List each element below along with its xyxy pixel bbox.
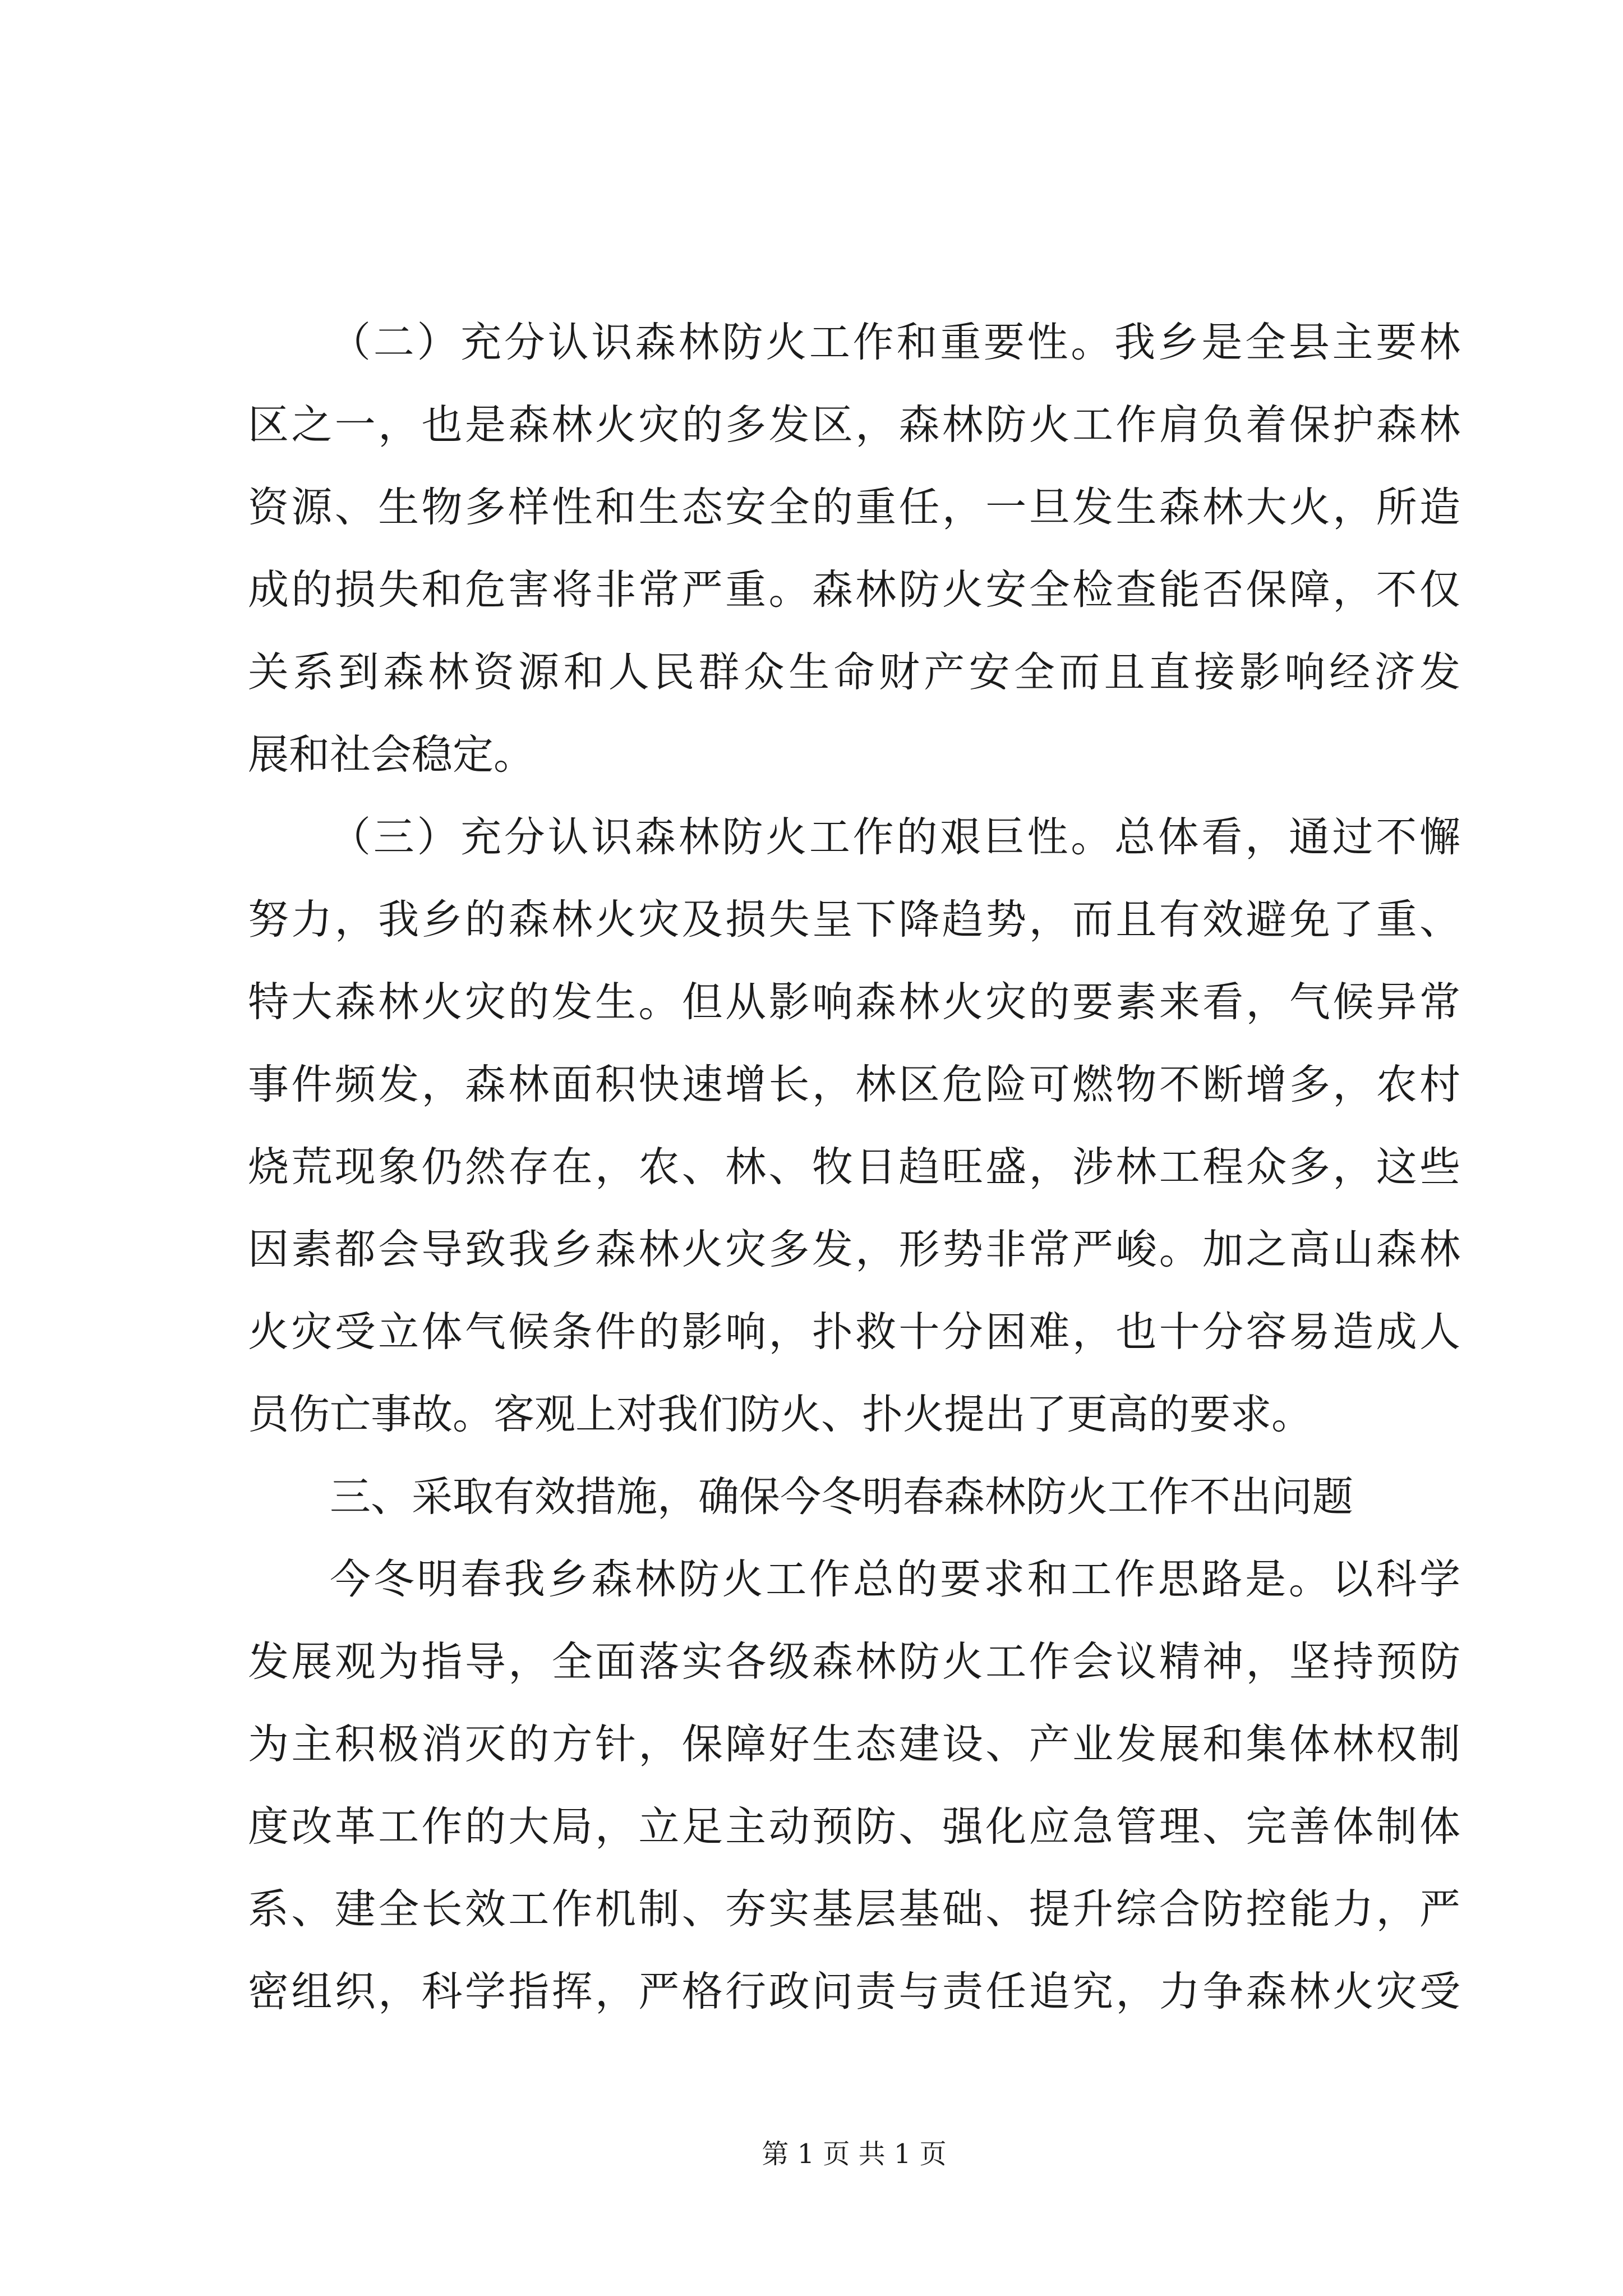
page-number-footer: 第 1 页 共 1 页 <box>762 2138 947 2170</box>
paragraph-line: 系、建全长效工作机制、夯实基层基础、提升综合防控能力，严 <box>248 1885 1460 1933</box>
paragraph-line: 发展观为指导，全面落实各级森林防火工作会议精神，坚持预防 <box>248 1638 1460 1686</box>
paragraph-requirements <box>248 1538 1460 2033</box>
paragraph-line: 度改革工作的大局，立足主动预防、强化应急管理、完善体制体 <box>248 1803 1460 1851</box>
paragraph-line: 展和社会稳定。 <box>248 731 534 779</box>
paragraph-line: 因素都会导致我乡森林火灾多发，形势非常严峻。加之高山森林 <box>248 1226 1460 1273</box>
paragraph-line: 烧荒现象仍然存在，农、林、牧日趋旺盛，涉林工程众多，这些 <box>248 1143 1460 1191</box>
paragraph-line: 火灾受立体气候条件的影响，扑救十分困难，也十分容易造成人 <box>248 1308 1460 1356</box>
paragraph-line: 关系到森林资源和人民群众生命财产安全而且直接影响经济发 <box>248 648 1460 696</box>
paragraph-line: （二）充分认识森林防火工作和重要性。我乡是全县主要林 <box>330 319 1460 366</box>
section-heading <box>248 1456 1460 1538</box>
paragraph-line: 区之一，也是森林火灾的多发区，森林防火工作肩负着保护森林 <box>248 401 1460 449</box>
paragraph-line: （三）充分认识森林防火工作的艰巨性。总体看，通过不懈 <box>330 813 1460 861</box>
paragraph-line: 特大森林火灾的发生。但从影响森林火灾的要素来看，气候异常 <box>248 978 1460 1026</box>
paragraph-line: 今冬明春我乡森林防火工作总的要求和工作思路是。以科学 <box>330 1556 1460 1603</box>
paragraph-section-three <box>248 796 1460 1456</box>
paragraph-line: 努力，我乡的森林火灾及损失呈下降趋势，而且有效避免了重、 <box>248 896 1460 944</box>
paragraph-line: 员伤亡事故。客观上对我们防火、扑火提出了更高的要求。 <box>248 1391 1312 1438</box>
paragraph-line: 事件频发，森林面积快速增长，林区危险可燃物不断增多，农村 <box>248 1061 1460 1108</box>
paragraph-line: 密组织，科学指挥，严格行政问责与责任追究，力争森林火灾受 <box>248 1968 1460 2016</box>
document-body <box>248 301 1460 2033</box>
paragraph-line: 为主积极消灭的方针，保障好生态建设、产业发展和集体林权制 <box>248 1720 1460 1768</box>
paragraph-line: 成的损失和危害将非常严重。森林防火安全检查能否保障，不仅 <box>248 566 1460 614</box>
section-heading-line: 三、采取有效措施，确保今冬明春森林防火工作不出问题 <box>330 1473 1353 1521</box>
paragraph-line: 资源、生物多样性和生态安全的重任，一旦发生森林大火，所造 <box>248 484 1460 531</box>
paragraph-section-two <box>248 301 1460 796</box>
